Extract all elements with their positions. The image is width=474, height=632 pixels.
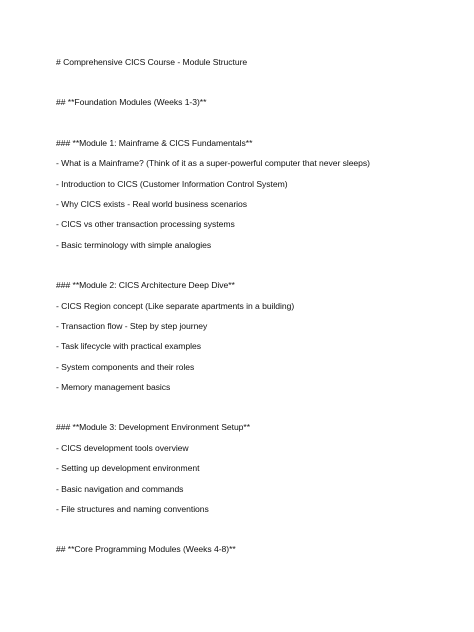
bullet-item: - What is a Mainframe? (Think of it as a super-powerful computer that never sleeps) — [56, 158, 370, 168]
bullet-item: - Transaction flow - Step by step journey — [56, 321, 208, 331]
bullet-item: - Memory management basics — [56, 382, 171, 392]
bullet-item: - Basic navigation and commands — [56, 484, 184, 494]
section-heading: ## **Foundation Modules (Weeks 1-3)** — [56, 97, 207, 107]
bullet-item: - CICS development tools overview — [56, 443, 189, 453]
bullet-item: - CICS Region concept (Like separate apartments in a building) — [56, 301, 295, 311]
bullet-item: - Why CICS exists - Real world business scenarios — [56, 199, 247, 209]
module-heading: ### **Module 3: Development Environment Setup** — [56, 422, 250, 432]
bullet-item: - Task lifecycle with practical examples — [56, 341, 201, 351]
module-heading: ### **Module 2: CICS Architecture Deep Dive** — [56, 280, 235, 290]
bullet-item: - Basic terminology with simple analogies — [56, 240, 212, 250]
bullet-item: - CICS vs other transaction processing systems — [56, 219, 235, 229]
bullet-item: - Setting up development environment — [56, 463, 200, 473]
document-title: # Comprehensive CICS Course - Module Structure — [56, 57, 248, 67]
bullet-item: - Introduction to CICS (Customer Information Control System) — [56, 179, 288, 189]
section-heading: ## **Core Programming Modules (Weeks 4-8)** — [56, 544, 236, 554]
bullet-item: - File structures and naming conventions — [56, 504, 209, 514]
module-heading: ### **Module 1: Mainframe & CICS Fundamentals** — [56, 138, 253, 148]
bullet-item: - System components and their roles — [56, 362, 195, 372]
